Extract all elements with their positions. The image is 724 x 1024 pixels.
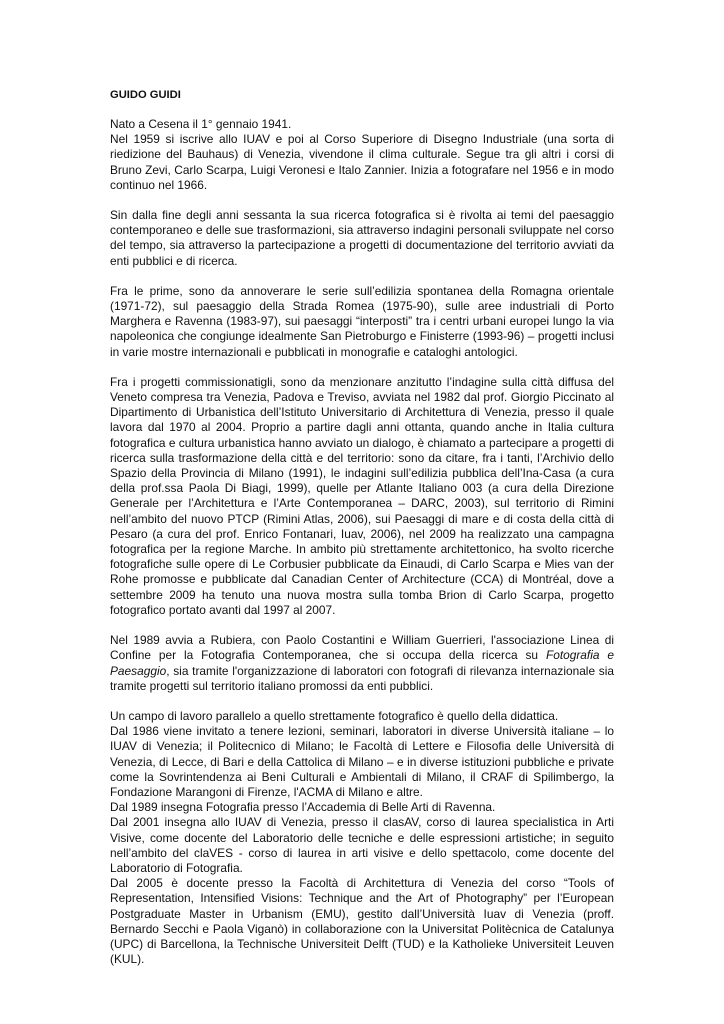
paragraph-series: Fra le prime, sono da annoverare le serie sull’edilizia spontanea della Romagna orientale (1971-72), sul paesaggio della Strada Romea (1975-90), sulle aree industriali di Porto Marghera e Ravenna (1983-97), sui paesaggi “interposti” tra i centri urbani europei lungo la via napoleonica che congiunge idealmente San Pietroburgo e Finisterre (1993-96) – progetti inclusi in varie mostre internazionali e pubblicati in monografie e cataloghi antologici. <box>110 283 614 359</box>
paragraph-research: Sin dalla fine degli anni sessanta la sua ricerca fotografica si è rivolta ai temi del paesaggio contemporaneo e delle sue trasformazioni, sia attraverso indagini personali sviluppate nel corso del tempo, sia attraverso la partecipazione a progetti di documentazione del territorio avviati da enti pubblici e di ricerca. <box>110 208 614 268</box>
teaching-intro: Un campo di lavoro parallelo a quello strettamente fotografico è quello della didattica. <box>110 708 559 723</box>
paragraph-birth <box>110 117 614 193</box>
paragraph-commissions: Fra i progetti commissionatigli, sono da menzionare anzitutto l’indagine sulla città diffusa del Veneto compresa tra Venezia, Padova e Treviso, avviata nel 1982 dal prof. Giorgio Piccinato al Dipartimento di Urbanistica dell’Istituto Universitario di Architettura di Venezia, presso il quale lavora dal 1970 al 2004. Proprio a partire dagli anni ottanta, quando anche in Italia cultura fotografica e cultura urbanistica hanno avviato un dialogo, è chiamato a partecipare a progetti di ricerca sulla trasformazione della città e del territorio: sono da citare, fra i tanti, l’Archivio dello Spazio della Provincia di Milano (1991), le indagini sull’edilizia pubblica dell’Ina-Casa (a cura della prof.ssa Paola Di Biagi, 1999), quelle per Atlante Italiano 003 (a cura della Direzione Generale per l’Architettura e l’Arte Contemporanea – DARC, 2003), sul territorio di Rimini nell’ambito del nuovo PTCP (Rimini Atlas, 2006), sui Paesaggi di mare e di costa della città di Pesaro (a cura del prof. Enrico Fontanari, Iuav, 2006), nel 2009 ha realizzato una campagna fotografica per la regione Marche. In ambito più strettamente architettonico, ha svolto ricerche fotografiche sulle opere di Le Corbusier pubblicate da Einaudi, di Carlo Scarpa e Mies van der Rohe promosse e pubblicate dal Canadian Center of Architecture (CCA) di Montréal, dove a settembre 2009 ha tenuto una nuova mostra sulla tomba Brion di Carlo Scarpa, progetto fotografico portato avanti dal 1997 al 2007. <box>110 374 614 617</box>
linea-italic-title: Fotografia e Paesaggio <box>110 648 614 678</box>
document-title: GUIDO GUIDI <box>110 89 181 101</box>
paragraph-linea-di-confine <box>110 633 614 694</box>
teaching-2005: Dal 2005 è docente presso la Facoltà di Architettura di Venezia del corso “Tools of Representation, Intensified Visions: Technique and the Art of Photography” per l’European Postgraduate Master in Urbanism (EMU), gestito dall’Università Iuav di Venezia (proff. Bernardo Secchi e Paola Viganò) in collaborazione con la Universitat Politècnica de Catalunya (UPC) di Barcellona, la Technische Universiteit Delft (TUD) e la Katholieke Universiteit Leuven (KUL). <box>110 876 614 967</box>
birth-line: Nato a Cesena il 1° gennaio 1941. <box>110 117 292 131</box>
education-text: Nel 1959 si iscrive allo IUAV e poi al Corso Superiore di Disegno Industriale (una sorta di riedizione del Bauhaus) di Venezia, vivendone il clima culturale. Segue tra gli altri i corsi di Bruno Zevi, Carlo Scarpa, Luigi Veronesi e Italo Zannier. Inizia a fotografare nel 1956 e in modo continuo nel 1966. <box>110 132 614 192</box>
document-page <box>110 88 614 982</box>
linea-text-before: Nel 1989 avvia a Rubiera, con Paolo Costantini e William Guerrieri, l'associazione Linea di Confine per la Fotografia Contemporanea, che si occupa della ricerca su <box>110 633 614 663</box>
teaching-1986: Dal 1986 viene invitato a tenere lezioni, seminari, laboratori in diverse Università italiane – lo IUAV di Venezia; il Politecnico di Milano; le Facoltà di Lettere e Filosofia delle Università di Venezia, di Lecce, di Bari e della Cattolica di Milano – e in diverse istituzioni pubbliche e private come la Sovrintendenza ai Beni Culturali e Ambientali di Milano, il CRAF di Spilimbergo, la Fondazione Marangoni di Firenze, l'ACMA di Milano e altre. <box>110 724 614 799</box>
teaching-1989: Dal 1989 insegna Fotografia presso l’Accademia di Belle Arti di Ravenna. <box>110 800 496 815</box>
linea-text-after: , sia tramite l'organizzazione di laboratori con fotografi di rilevanza internazionale sia tramite progetti sul territorio italiano promossi da enti pubblici. <box>110 663 614 693</box>
paragraph-teaching <box>110 709 614 967</box>
teaching-2001: Dal 2001 insegna allo IUAV di Venezia, presso il clasAV, corso di laurea specialistica in Arti Visive, come docente del Laboratorio delle tecniche e delle espressioni artistiche; in seguito nell’ambito del claVES - corso di laurea in arti visive e dello spettacolo, come docente del Laboratorio di Fotografia. <box>110 815 614 875</box>
